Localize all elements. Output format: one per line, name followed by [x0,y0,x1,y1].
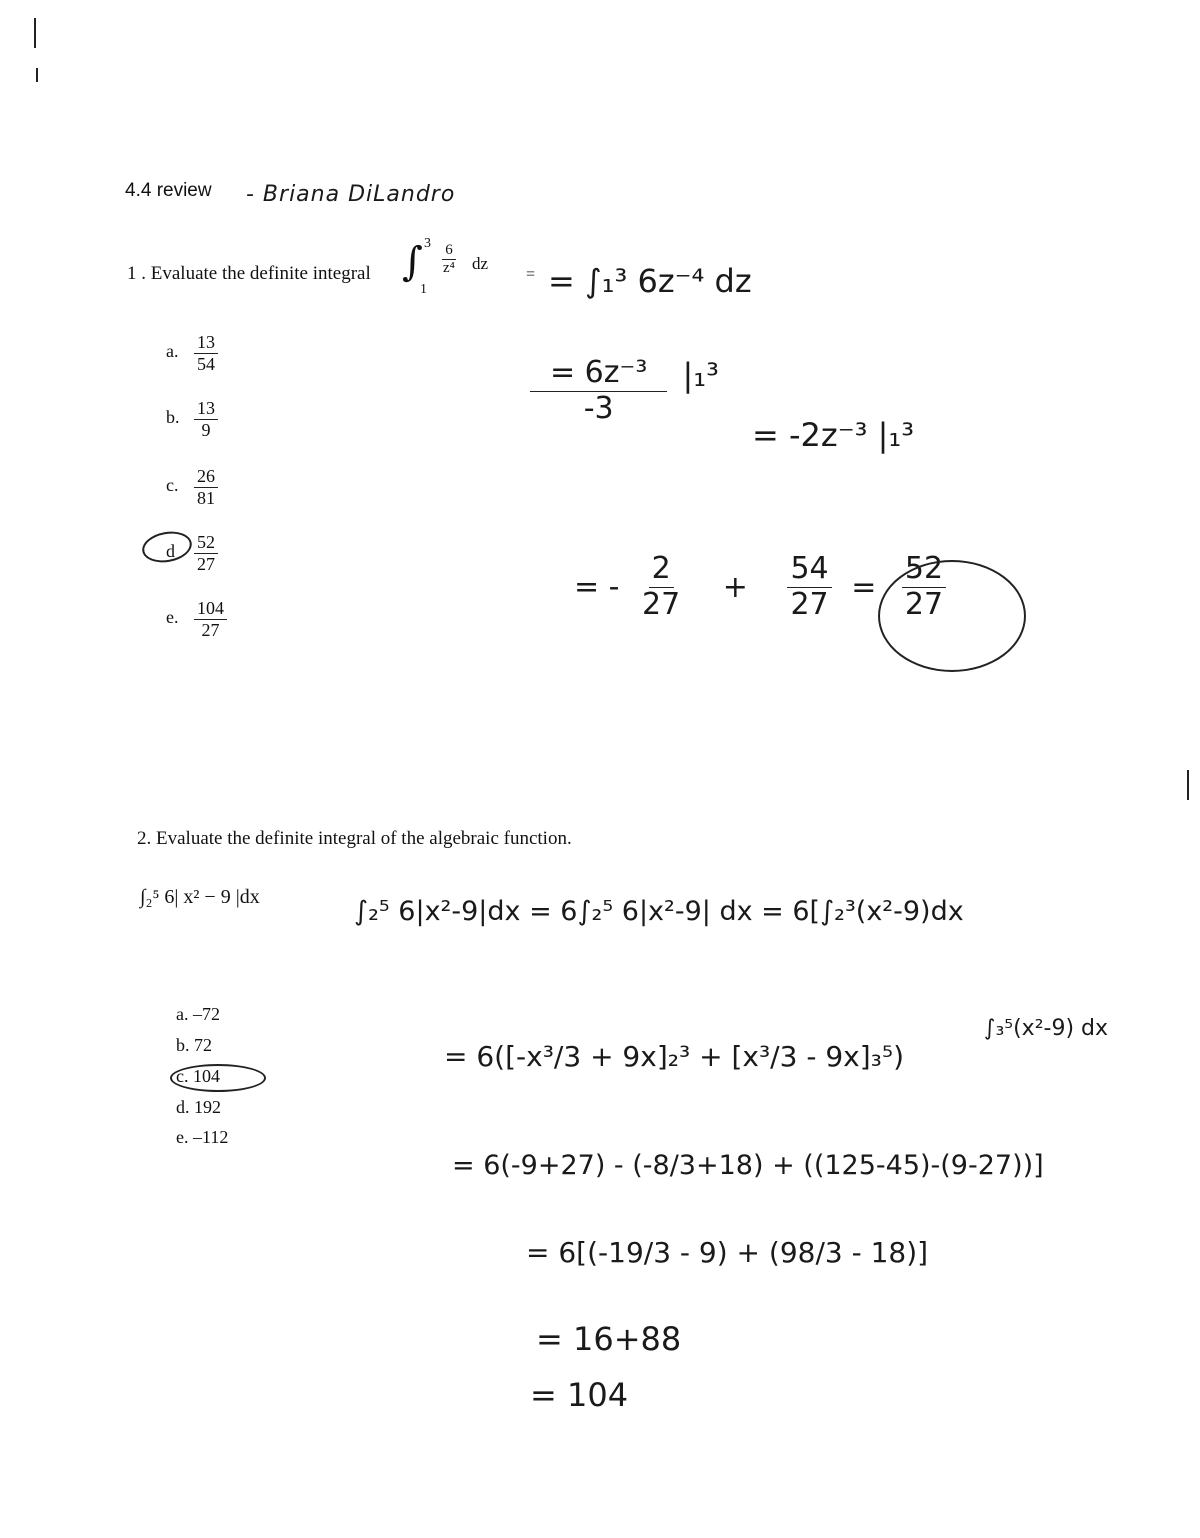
worksheet-title: 4.4 review [125,180,212,201]
frac2-num: 54 [787,552,831,588]
q2-work-line2: = 6([-x³/3 + 9x]₂³ + [x³/3 - 9x]₃⁵) [444,1040,905,1073]
q2-option-e[interactable]: e. –112 [176,1127,229,1147]
q1-option-b[interactable] [166,398,218,440]
q2-work-line6: = 104 [530,1376,629,1414]
q1-integrand-numerator: 6 [442,242,456,260]
final-answer-circle [878,560,1026,672]
option-denominator: 27 [197,553,215,574]
q2-work-line4: = 6[(-19/3 - 9) + (98/3 - 18)] [526,1236,929,1269]
q1-work-frac1 [639,552,683,622]
option-fraction [194,466,218,508]
q1-option-c[interactable] [166,466,218,508]
q1-work-bounds: |₁³ [682,356,719,394]
q1-integrand [440,242,458,278]
q2-option-c[interactable]: c. 104 [176,1066,220,1086]
option-fraction [194,332,218,374]
q2-option-b[interactable]: b. 72 [176,1035,212,1055]
q1-lower-bound: 1 [420,282,427,297]
q1-work-line2b: = -2z⁻³ |₁³ [752,416,915,454]
answer-num: 52 [902,552,946,588]
option-letter: d [166,541,175,562]
option-letter: e. [166,607,179,628]
q1-integrand-denominator: z⁴ [443,260,455,277]
option-denominator: 81 [197,487,215,508]
q2-option-a[interactable]: a. –72 [176,1004,220,1024]
frac1-num: 2 [649,552,674,588]
student-name: - Briana DiLandro [246,182,456,207]
q2-work-line1: ∫₂⁵ 6|x²-9|dx = 6∫₂⁵ 6|x²-9| dx = 6[∫₂³(x²-9)dx [354,896,964,927]
option-letter: a. [166,341,179,362]
scan-mark [1187,770,1189,800]
answer-den: 27 [904,586,944,622]
frac1-den: 27 [642,586,681,622]
option-letter: b. [166,407,180,428]
q2-prompt: 2. Evaluate the definite integral of the algebraic function. [137,828,572,849]
option-fraction [194,532,218,574]
option-numerator: 13 [194,398,218,420]
q2-work-line5: = 16+88 [536,1320,682,1358]
q2-option-d[interactable]: d. 192 [176,1097,221,1117]
option-numerator: 52 [194,532,218,554]
q1-work-fraction [530,356,667,426]
option-numerator: 26 [194,466,218,488]
q1-work-denominator: -3 [583,390,614,426]
q1-work-numerator: = 6z⁻³ [530,356,667,392]
option-numerator: 104 [194,598,227,620]
option-numerator: 13 [194,332,218,354]
option-denominator: 54 [197,353,215,374]
q1-work-line1: = ∫₁³ 6z⁻⁴ dz [548,262,752,300]
q1-work-line2 [530,356,719,426]
q1-differential: dz [472,254,489,273]
option-denominator: 9 [201,419,211,440]
q2-work-line3: = 6(-9+27) - (-8/3+18) + ((125-45)-(9-27))] [452,1150,1044,1181]
integral-symbol: ∫ [402,239,423,285]
option-denominator: 27 [201,619,220,640]
q1-work-eq: = [851,569,877,605]
option-letter: c. [166,475,179,496]
q1-work-plus: + [722,569,748,605]
q1-work-frac2 [787,552,831,622]
q1-work-minus: = - [574,569,620,605]
q1-option-e[interactable] [166,598,227,640]
option-fraction [194,598,227,640]
q2-work-line1b: ∫₃⁵(x²-9) dx [984,1016,1109,1041]
q1-prompt [127,263,371,285]
scan-mark [36,68,38,82]
q2-expression: ∫₂⁵ 6| x² − 9 |dx [140,886,260,908]
q1-equals: = [526,266,536,283]
q2-answer-circle [170,1064,266,1092]
option-fraction [194,398,218,440]
q1-option-a[interactable] [166,332,218,374]
q1-upper-bound: 3 [424,236,431,251]
q1-prompt-text: 1 . Evaluate the definite integral [127,263,371,284]
q1-integral [402,236,502,300]
scan-mark [34,18,36,48]
frac2-den: 27 [790,586,829,622]
